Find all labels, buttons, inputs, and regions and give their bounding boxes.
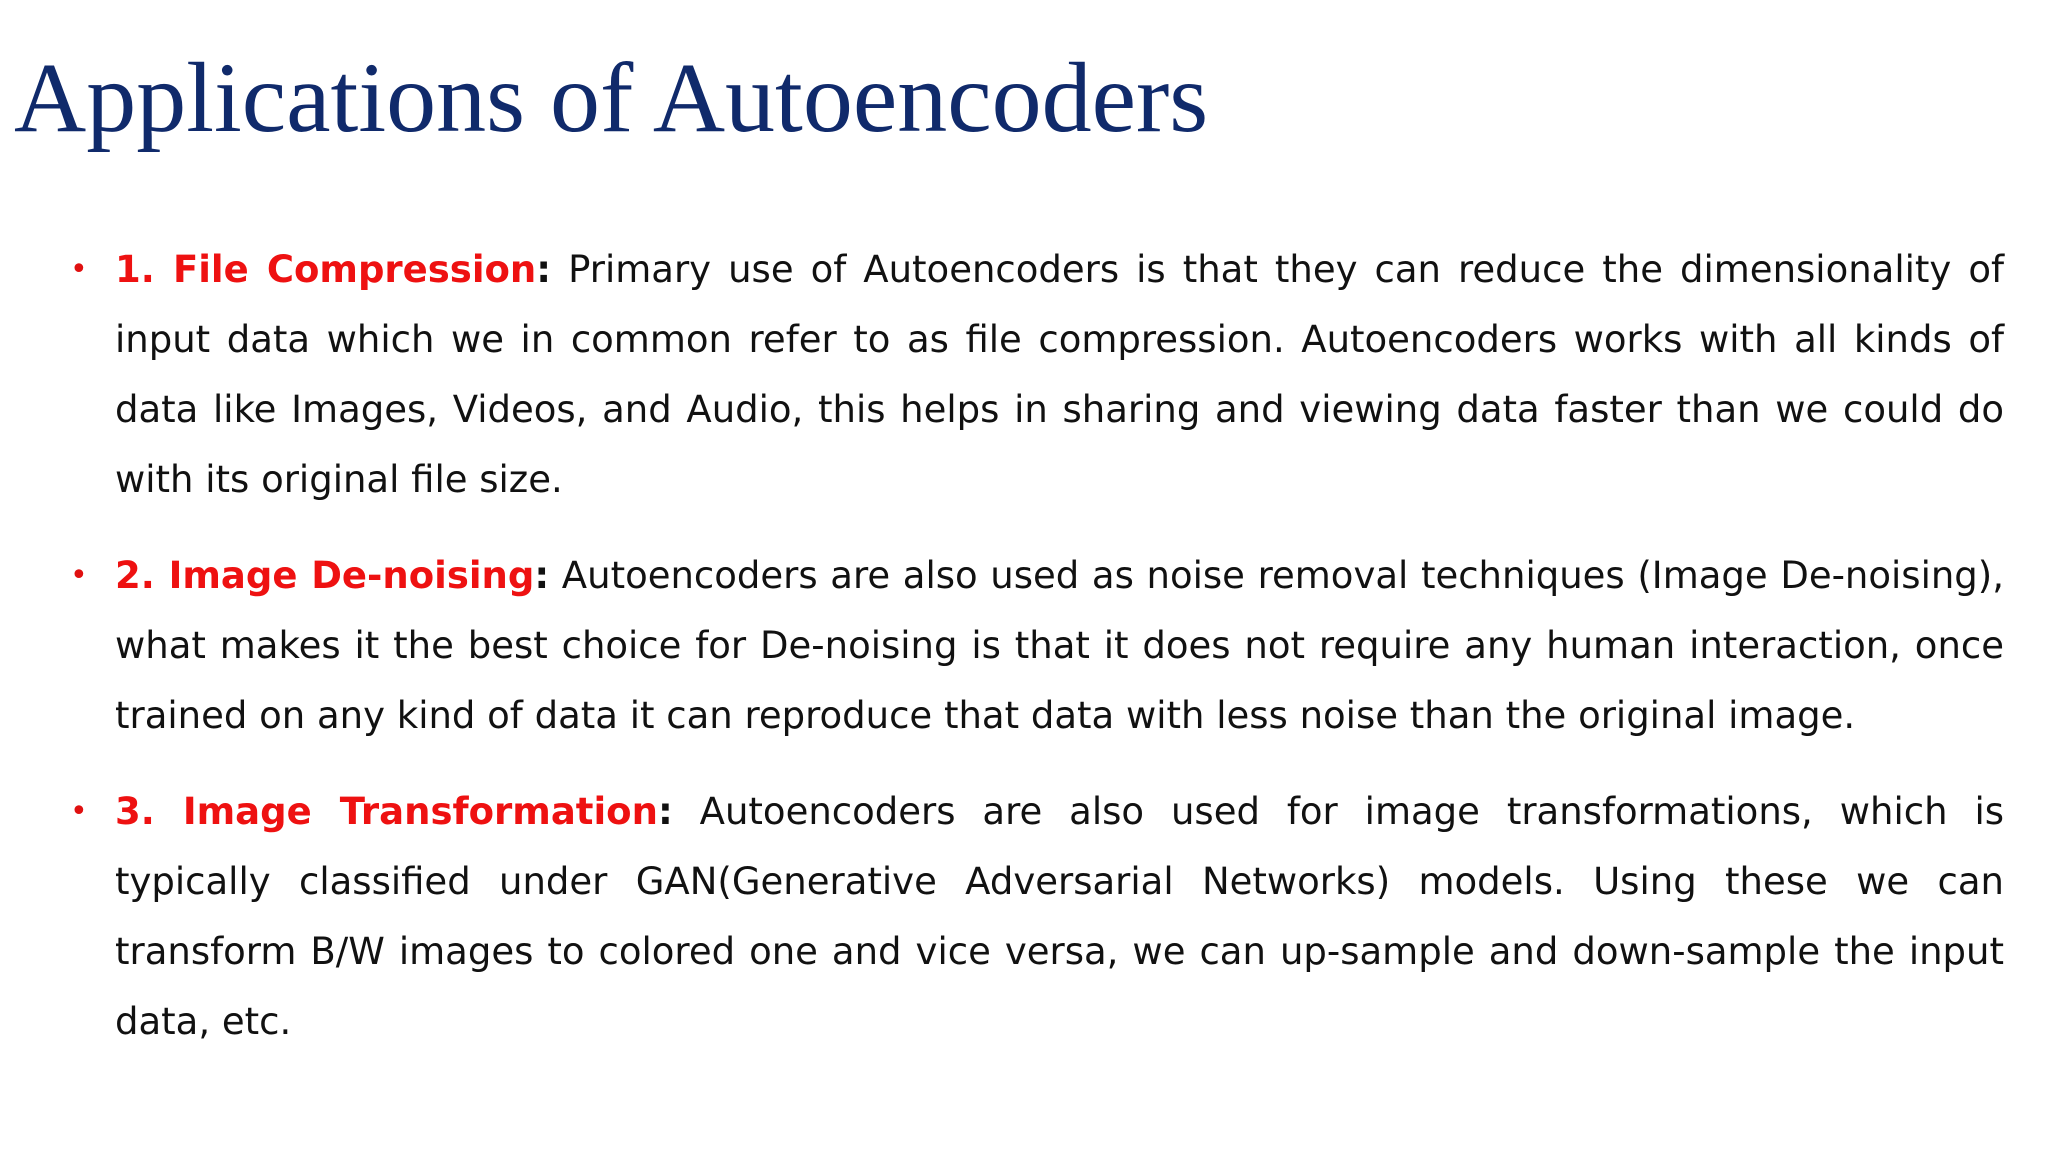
bullet-text: Primary use of Autoencoders is that they can reduce the dimensionality of input data which we in common refer to as file compression. Autoencoders works with all kinds of data like Images, Videos, and Audio, this helps in sharing and viewing data faster than we could do with its original file size.	[115, 248, 2004, 501]
slide-title: Applications of Autoencoders	[14, 42, 1209, 153]
bullet-label: 3. Image Transformation	[115, 790, 658, 833]
bullet-marker: •	[70, 794, 88, 829]
bullet-separator: :	[536, 248, 552, 291]
bullet-marker: •	[70, 558, 88, 593]
bullet-list	[70, 235, 2004, 1083]
bullet-text: Autoencoders are also used as noise removal techniques (Image De-noising), what makes it the best choice for De-noising is that it does not require any human interaction, once trained on any kind of data it can reproduce that data with less noise than the original image.	[115, 554, 2004, 737]
bullet-marker: •	[70, 252, 88, 287]
bullet-file-compression	[70, 235, 2004, 515]
bullet-label: 1. File Compression	[115, 248, 537, 291]
bullet-text: Autoencoders are also used for image transformations, which is typically classified under GAN(Generative Adversarial Networks) models. Using these we can transform B/W images to colored one and vice versa, we can up-sample and down-sample the input data, etc.	[115, 790, 2004, 1043]
bullet-label: 2. Image De-noising	[115, 554, 535, 597]
bullet-image-transformation	[70, 777, 2004, 1057]
bullet-separator: :	[534, 554, 550, 597]
bullet-separator: :	[657, 790, 673, 833]
bullet-image-denoising	[70, 541, 2004, 751]
